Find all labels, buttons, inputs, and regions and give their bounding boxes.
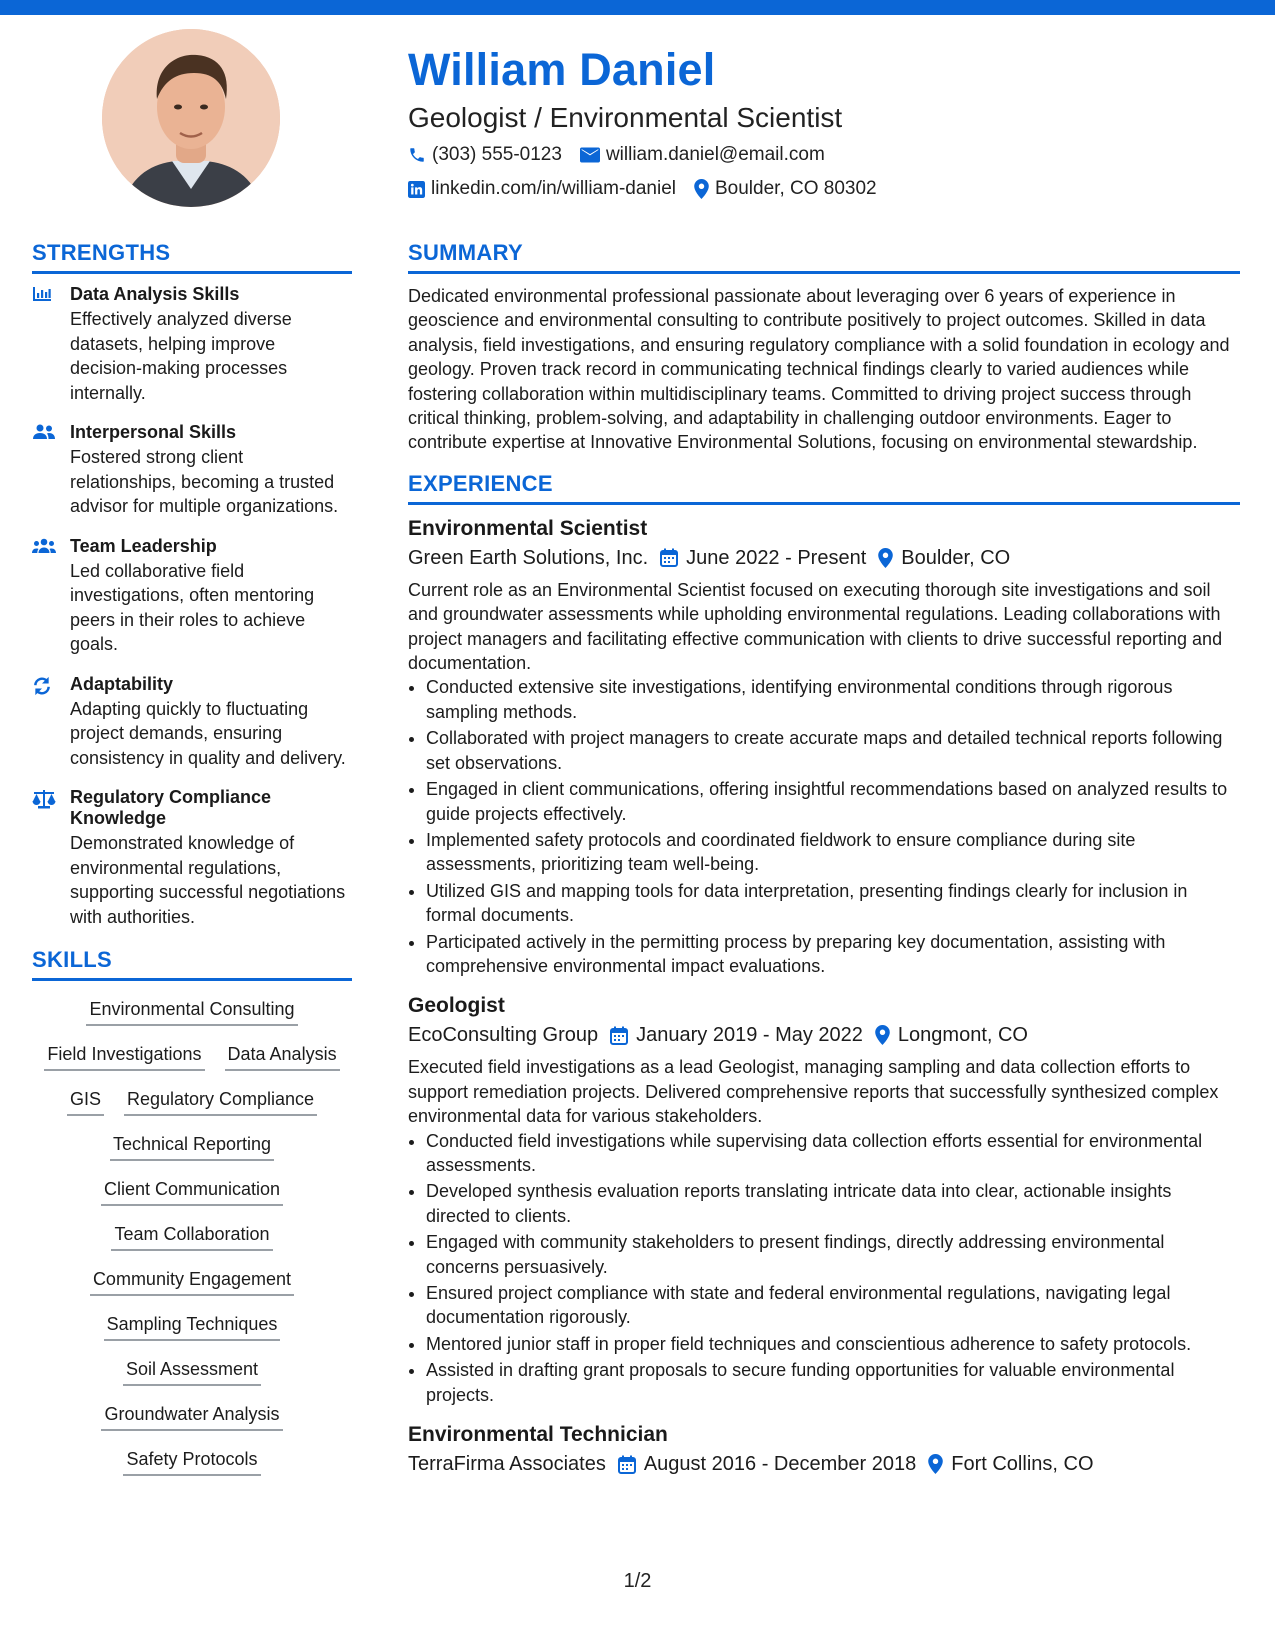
user-group-icon bbox=[32, 424, 56, 440]
strengths-heading: STRENGTHS bbox=[32, 240, 352, 274]
summary-text: Dedicated environmental professional passionate about leveraging over 6 years of experience in geoscience and environmental consulting to contribute positively to project outcomes. Skilled in data analysis, field investigations, and ensuring regulatory compliance with a solid foundation in ecology and geology. Proven track record in communicating technical findings clearly to varied audiences while fostering collaboration within multidisciplinary teams. Committed to driving project success through critical thinking, problem-solving, and adaptability in challenging outdoor environments. Eager to contribute expertise at Innovative Environmental Solutions, focusing on environmental stewardship. bbox=[408, 286, 1230, 453]
skill-row bbox=[32, 1447, 352, 1492]
strength-title: Team Leadership bbox=[70, 535, 217, 556]
job-bullet: • Participated actively in the permitting process by preparing key documentation, assisting with comprehensive environmental impact evaluations. bbox=[426, 930, 1240, 979]
right-column bbox=[408, 240, 1240, 1493]
job-location: Boulder, CO bbox=[901, 546, 1011, 569]
strength-item bbox=[32, 422, 352, 519]
map-pin-icon bbox=[878, 548, 893, 568]
location-item bbox=[694, 178, 877, 200]
strength-desc: Effectively analyzed diverse datasets, helping improve decision-making processes internally. bbox=[70, 309, 292, 403]
email-text[interactable]: william.daniel@email.com bbox=[605, 144, 825, 165]
skill-tag: Soil Assessment bbox=[123, 1357, 261, 1386]
job-dates: August 2016 - December 2018 bbox=[643, 1453, 917, 1476]
job-bullet: • Developed synthesis evaluation reports translating intricate data into clear, actionable insights directed to clients. bbox=[426, 1179, 1240, 1228]
map-pin-icon bbox=[875, 1025, 890, 1045]
skill-tag: Field Investigations bbox=[44, 1042, 204, 1071]
summary-heading: SUMMARY bbox=[408, 240, 1240, 274]
top-accent-bar bbox=[0, 0, 1275, 15]
skill-tag: Team Collaboration bbox=[111, 1222, 272, 1251]
strength-item bbox=[32, 674, 352, 771]
job-bullet: • Utilized GIS and mapping tools for data interpretation, presenting findings clearly for inclusion in formal documents. bbox=[426, 879, 1240, 928]
job-entry bbox=[408, 515, 1240, 979]
calendar-icon bbox=[660, 548, 678, 567]
job-description: Current role as an Environmental Scientist focused on executing thorough site investigations and soil and groundwater assessments while upholding environmental regulations. Leading collaborations with project managers and facilitating effective communication with clients to drive successful reporting and documentation. bbox=[408, 579, 1223, 674]
skills-list bbox=[32, 997, 352, 1492]
skill-tag: Regulatory Compliance bbox=[124, 1087, 317, 1116]
skill-tag: GIS bbox=[67, 1087, 104, 1116]
job-bullet: • Collaborated with project managers to create accurate maps and detailed technical reports following set observations. bbox=[426, 726, 1240, 775]
linkedin-icon bbox=[408, 181, 425, 198]
skill-row bbox=[32, 1357, 352, 1402]
job-dates: June 2022 - Present bbox=[686, 546, 867, 569]
job-title: Geologist bbox=[408, 994, 505, 1018]
candidate-title: Geologist / Environmental Scientist bbox=[408, 102, 843, 133]
strength-item bbox=[32, 284, 352, 405]
skill-row bbox=[32, 1222, 352, 1267]
skill-tag: Environmental Consulting bbox=[86, 997, 297, 1026]
job-bullet: • Mentored junior staff in proper field techniques and conscientious adherence to safety protocols. bbox=[426, 1332, 1240, 1356]
job-bullets bbox=[408, 675, 1240, 978]
profile-photo bbox=[102, 29, 280, 207]
location-text: Boulder, CO 80302 bbox=[715, 178, 877, 199]
bar-chart-icon bbox=[32, 286, 52, 302]
job-bullet: • Assisted in drafting grant proposals to secure funding opportunities for valuable environmental projects. bbox=[426, 1358, 1240, 1407]
skill-tag: Technical Reporting bbox=[110, 1132, 274, 1161]
skills-heading: SKILLS bbox=[32, 947, 352, 981]
skill-row bbox=[32, 997, 352, 1042]
skill-tag: Sampling Techniques bbox=[104, 1312, 281, 1341]
strength-title: Regulatory Compliance Knowledge bbox=[70, 787, 272, 828]
experience-heading: EXPERIENCE bbox=[408, 471, 1240, 505]
job-meta bbox=[408, 543, 1240, 573]
skill-row bbox=[32, 1312, 352, 1357]
job-location: Fort Collins, CO bbox=[951, 1453, 1094, 1476]
candidate-name: William Daniel bbox=[408, 44, 716, 95]
phone-item bbox=[408, 144, 562, 166]
skill-row bbox=[32, 1177, 352, 1222]
strength-desc: Demonstrated knowledge of environmental regulations, supporting successful negotiations with authorities. bbox=[70, 833, 346, 927]
map-pin-icon bbox=[694, 179, 709, 199]
job-bullet: • Engaged in client communications, offering insightful recommendations based on analyzed results to guide projects effectively. bbox=[426, 777, 1240, 826]
skill-tag: Safety Protocols bbox=[123, 1447, 260, 1476]
strength-title: Interpersonal Skills bbox=[70, 422, 237, 442]
skill-row bbox=[32, 1402, 352, 1447]
strength-item bbox=[32, 536, 352, 657]
skill-row bbox=[32, 1087, 352, 1132]
job-title: Environmental Scientist bbox=[408, 516, 648, 540]
calendar-icon bbox=[618, 1455, 636, 1474]
email-item bbox=[580, 144, 825, 166]
skill-tag: Community Engagement bbox=[90, 1267, 294, 1296]
skill-row bbox=[32, 1042, 352, 1087]
skill-row bbox=[32, 1132, 352, 1177]
job-bullet: • Implemented safety protocols and coordinated fieldwork to ensure compliance during site assessments, prioritizing team well-being. bbox=[426, 828, 1240, 877]
job-location: Longmont, CO bbox=[897, 1024, 1028, 1047]
strength-title: Adaptability bbox=[70, 673, 174, 694]
map-pin-icon bbox=[928, 1454, 943, 1474]
phone-icon bbox=[408, 146, 426, 164]
strength-desc: Led collaborative field investigations, often mentoring peers in their roles to achieve goals. bbox=[70, 560, 315, 654]
strength-item bbox=[32, 787, 352, 929]
skill-tag: Data Analysis bbox=[225, 1042, 340, 1071]
job-bullet: • Engaged with community stakeholders to present findings, directly addressing environmental concerns persuasively. bbox=[426, 1230, 1240, 1279]
contact-row-2 bbox=[408, 174, 1238, 204]
job-entry bbox=[408, 992, 1240, 1407]
strength-title: Data Analysis Skills bbox=[70, 284, 240, 304]
job-title: Environmental Technician bbox=[408, 1423, 668, 1447]
skill-tag: Groundwater Analysis bbox=[101, 1402, 282, 1431]
left-column bbox=[32, 240, 352, 1492]
job-company: TerraFirma Associates bbox=[408, 1453, 606, 1476]
team-icon bbox=[32, 538, 56, 554]
job-bullet: • Conducted field investigations while supervising data collection efforts essential for environmental assessments. bbox=[426, 1129, 1240, 1178]
job-bullet: • Conducted extensive site investigations, identifying environmental conditions through rigorous sampling methods. bbox=[426, 675, 1240, 724]
contact-row-1 bbox=[408, 140, 1238, 170]
job-meta bbox=[408, 1020, 1240, 1050]
job-company: EcoConsulting Group bbox=[408, 1024, 599, 1047]
envelope-icon bbox=[580, 147, 600, 163]
job-bullet: • Ensured project compliance with state and federal environmental regulations, navigating legal documentation rigorously. bbox=[426, 1281, 1240, 1330]
linkedin-item bbox=[408, 178, 676, 200]
scale-icon bbox=[32, 789, 56, 809]
job-description: Executed field investigations as a lead Geologist, managing sampling and data collection efforts to support remediation projects. Delivered comprehensive reports that successfully synthesized complex environmental data for various stakeholders. bbox=[408, 1057, 1219, 1127]
strength-desc: Fostered strong client relationships, becoming a trusted advisor for multiple organizations. bbox=[70, 447, 339, 516]
skill-tag: Client Communication bbox=[101, 1177, 283, 1206]
skill-row bbox=[32, 1267, 352, 1312]
resume-header bbox=[408, 40, 1238, 204]
refresh-icon bbox=[32, 676, 52, 696]
linkedin-text[interactable]: linkedin.com/in/william-daniel bbox=[431, 178, 676, 199]
job-bullets bbox=[408, 1129, 1240, 1407]
page-number: 1/2 bbox=[623, 1570, 652, 1592]
strength-desc: Adapting quickly to fluctuating project demands, ensuring consistency in quality and delivery. bbox=[70, 698, 346, 768]
job-dates: January 2019 - May 2022 bbox=[636, 1024, 863, 1047]
job-meta bbox=[408, 1449, 1240, 1479]
calendar-icon bbox=[610, 1026, 628, 1045]
job-entry bbox=[408, 1421, 1240, 1479]
job-company: Green Earth Solutions, Inc. bbox=[408, 546, 649, 569]
phone-text[interactable]: (303) 555-0123 bbox=[432, 144, 562, 165]
